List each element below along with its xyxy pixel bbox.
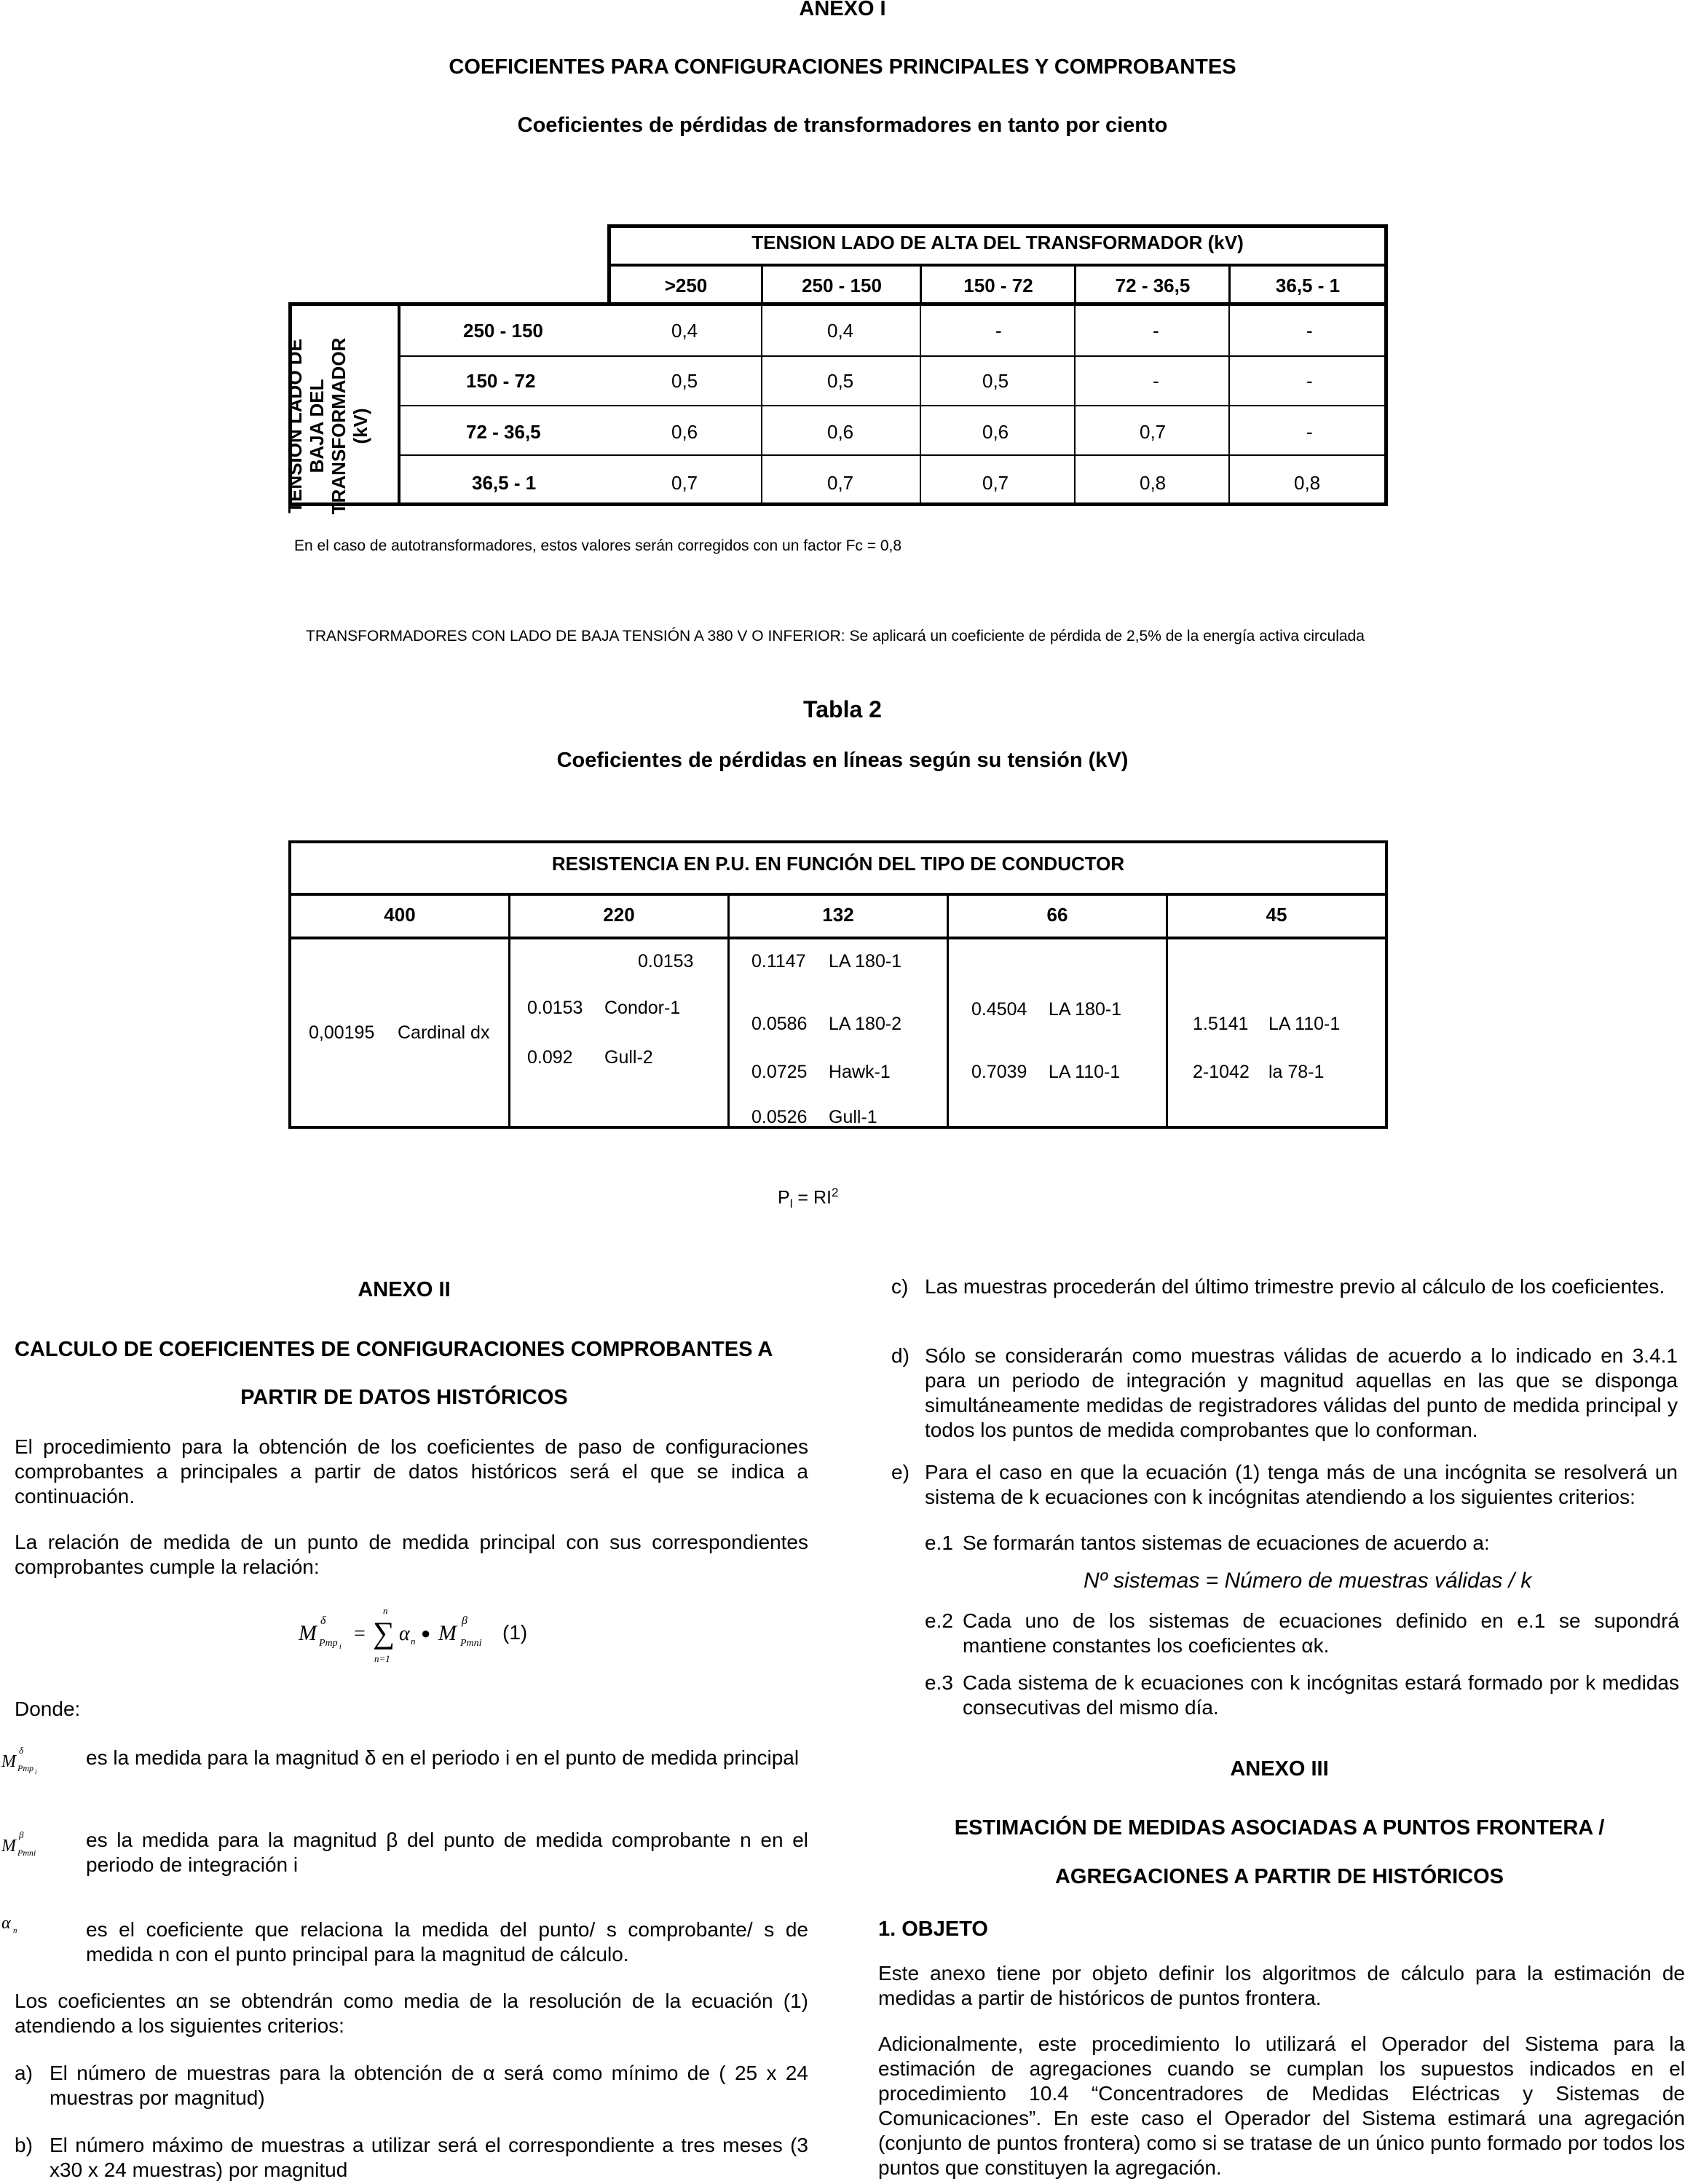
symbol-alpha: [0, 1909, 44, 1939]
table1-cell: 0,5: [671, 370, 698, 392]
donde-label: Donde:: [15, 1698, 81, 1720]
table2-value: 0.7039: [971, 1062, 1027, 1082]
svg-text:Pmni: Pmni: [460, 1638, 482, 1649]
table2-col-header: 132: [822, 904, 854, 926]
anexo1-subtitle: Coeficientes de pérdidas de transformadores en tanto por ciento: [517, 114, 1168, 137]
table2-conductor: Hawk-1: [829, 1062, 891, 1082]
table2-value: 0.0725: [751, 1062, 808, 1082]
svg-text:M: M: [1, 1837, 16, 1856]
svg-text:i: i: [35, 1768, 37, 1775]
table1-cell: 0,7: [671, 472, 698, 494]
table1-cell: -: [1153, 320, 1159, 342]
svg-text:Pmni: Pmni: [17, 1848, 36, 1858]
svg-text:i: i: [339, 1643, 342, 1651]
table2-value: 0.0153: [527, 998, 583, 1018]
anexo2-paragraph: El procedimiento para la obtención de los coeficientes de paso de configuraciones comprobantes a principales a partir de datos históricos será el que se indica a continuación.: [15, 1435, 808, 1507]
svg-text:n: n: [383, 1605, 388, 1616]
anexo2-heading: ANEXO II: [358, 1278, 451, 1301]
power-loss-formula: $P_l = RI^2$: [778, 1186, 839, 1211]
table1-cell: 0,6: [671, 421, 698, 443]
sub-criteria-item: e.3 Cada sistema de k ecuaciones con k incógnitas estará formado por k medidas consecutivas del mismo día.: [925, 1671, 1679, 1719]
svg-text:δ: δ: [19, 1745, 24, 1756]
definition-text: es el coeficiente que relaciona la medida del punto/ s comprobante/ s de medida n con el punto principal para la magnitud de cálculo.: [86, 1918, 808, 1966]
table2-value: 0.4504: [971, 999, 1027, 1020]
anexo2-title-line2: PARTIR DE DATOS HISTÓRICOS: [240, 1386, 568, 1409]
table1-top-header: TENSION LADO DE ALTA DEL TRANSFORMADOR (kV): [751, 232, 1244, 253]
table2-conductor: Condor-1: [604, 998, 681, 1018]
table1-cell: 0,5: [827, 370, 854, 392]
table2-conductor: LA 110-1: [1268, 1014, 1341, 1034]
table1-row-label: 72 - 36,5: [466, 421, 541, 443]
table2-col-header: 220: [603, 904, 635, 926]
svg-text:●: ●: [421, 1624, 431, 1642]
anexo2-title-line1: CALCULO DE COEFICIENTES DE CONFIGURACIONES COMPROBANTES A: [15, 1338, 773, 1361]
systems-formula: Nº sistemas = Número de muestras válidas / k: [1084, 1569, 1532, 1593]
table2-value: 0.0586: [751, 1014, 808, 1034]
svg-text:δ: δ: [320, 1615, 326, 1627]
definition-text: es la medida para la magnitud δ en el periodo i en el punto de medida principal: [86, 1746, 800, 1769]
table2-conductor: Cardinal dx: [398, 1022, 490, 1043]
anexo3-heading: ANEXO III: [1230, 1757, 1329, 1781]
table1-cell: 0,8: [1294, 472, 1321, 494]
anexo2-paragraph: Los coeficientes αn se obtendrán como media de la resolución de la ecuación (1) atendiendo a los siguientes criterios:: [15, 1990, 808, 2037]
table2-value: 0.092: [527, 1047, 573, 1068]
table2-value: 1.5141: [1193, 1014, 1249, 1034]
table2-col-header: 66: [1046, 904, 1068, 926]
table1-cell: 0,5: [982, 370, 1009, 392]
svg-text:=: =: [354, 1623, 366, 1645]
table1-cell: 0,8: [1140, 472, 1167, 494]
table1-col-header: 150 - 72: [963, 275, 1033, 296]
table2-value: 0.0153: [638, 951, 694, 971]
table2-value: 2-1042: [1193, 1062, 1250, 1082]
table1-cell: 0,7: [982, 472, 1009, 494]
svg-text:β: β: [462, 1615, 467, 1627]
table2-value: 0,00195: [309, 1022, 375, 1043]
symbol-m-delta: [0, 1743, 66, 1780]
svg-text:∑: ∑: [373, 1617, 395, 1650]
svg-text:M: M: [1, 1752, 16, 1771]
table2-conductor: LA 180-1: [1049, 999, 1122, 1020]
svg-text:n: n: [411, 1636, 416, 1647]
table2-value: 0.1147: [751, 951, 806, 971]
table2-conductor: Gull-1: [829, 1107, 877, 1127]
table1-side-header: TENSION LADO DE BAJA DEL TRANSFORMADOR (kV): [284, 337, 371, 515]
table2-col-header: 400: [384, 904, 416, 926]
table1-cell: -: [1153, 370, 1159, 392]
sub-criteria-item: e.1 Se formarán tantos sistemas de ecuaciones de acuerdo a:: [925, 1531, 1490, 1554]
low-voltage-note: TRANSFORMADORES CON LADO DE BAJA TENSIÓN A 380 V O INFERIOR: Se aplicará un coeficiente de pérdida de 2,5% de la energía activa circulada: [306, 628, 1365, 644]
table1-col-header: 250 - 150: [802, 275, 882, 296]
autotransformer-note: En el caso de autotransformadores, estos valores serán corregidos con un factor Fc = 0,8: [294, 537, 902, 554]
equation-1: [297, 1602, 537, 1668]
table1-cell: 0,7: [1140, 421, 1167, 443]
svg-text:M: M: [438, 1621, 457, 1645]
tabla2-subtitle: Coeficientes de pérdidas en líneas según su tensión (kV): [556, 749, 1129, 772]
table1-row-label: 36,5 - 1: [472, 472, 537, 494]
anexo3-title-line1: ESTIMACIÓN DE MEDIDAS ASOCIADAS A PUNTOS FRONTERA /: [954, 1816, 1605, 1840]
tabla2-title: Tabla 2: [803, 696, 882, 722]
table1-cell: 0,6: [982, 421, 1009, 443]
anexo3-title-line2: AGREGACIONES A PARTIR DE HISTÓRICOS: [1054, 1865, 1504, 1888]
svg-text:α: α: [1, 1914, 11, 1933]
anexo3-paragraph: Este anexo tiene por objeto definir los algoritmos de cálculo para la estimación de medidas a partir de históricos de puntos frontera.: [878, 1962, 1685, 2009]
table2-col-header: 45: [1266, 904, 1287, 926]
anexo3-paragraph: Adicionalmente, este procedimiento lo utilizará el Operador del Sistema para la estimación de agregaciones cuando se cumplan los supuestos indicados en el procedimiento 10.4 “Concentradores de Medidas Eléctricas y Sistemas de Comunicaciones”. En este caso el Operador del Sistema estimará una agregación (conjunto de puntos frontera) como si se tratase de un único punto formado por todos los puntos que constituyen la agregación.: [878, 2033, 1685, 2179]
svg-text:Pmp: Pmp: [319, 1638, 338, 1649]
symbol-m-beta: [0, 1828, 66, 1864]
criteria-item: d) Sólo se considerarán como muestras válidas de acuerdo a lo indicado en 3.4.1 para un periodo de integración y magnitud aquellas en las que se disponga simultáneamente medidas de registradores válidas del punto de medida principal y todos los puntos de medida comprobantes que lo conforman.: [891, 1344, 1678, 1441]
table2-conductor: la 78-1: [1268, 1062, 1325, 1082]
definition-text: es la medida para la magnitud β del punto de medida comprobante n en el periodo de integración i: [86, 1829, 808, 1876]
table1-col-header: 36,5 - 1: [1275, 275, 1341, 296]
table1-cell: 0,4: [671, 320, 698, 342]
table2-conductor: LA 110-1: [1049, 1062, 1121, 1082]
anexo1-title: COEFICIENTES PARA CONFIGURACIONES PRINCIPALES Y COMPROBANTES: [449, 55, 1236, 79]
anexo1-heading: ANEXO I: [799, 0, 886, 20]
table2-value: 0.0526: [751, 1107, 808, 1127]
table1-cell: -: [1306, 421, 1313, 443]
table1-cell: -: [1306, 370, 1313, 392]
svg-text:Pmp: Pmp: [17, 1763, 33, 1773]
table1-col-header: >250: [664, 275, 708, 296]
section-heading: 1. OBJETO: [878, 1917, 988, 1941]
svg-text:n: n: [13, 1926, 17, 1935]
anexo2-paragraph: La relación de medida de un punto de medida principal con sus correspondientes comprobantes cumple la relación:: [15, 1531, 808, 1578]
criteria-item: c) Las muestras procederán del último trimestre previo al cálculo de los coeficientes.: [891, 1275, 1665, 1298]
svg-text:α: α: [399, 1623, 410, 1645]
table2-conductor: LA 180-2: [829, 1014, 902, 1034]
table1-cell: 0,7: [827, 472, 854, 494]
svg-text:n=1: n=1: [374, 1653, 390, 1664]
table2-top-header: RESISTENCIA EN P.U. EN FUNCIÓN DEL TIPO DE CONDUCTOR: [551, 853, 1125, 875]
table1-col-header: 72 - 36,5: [1115, 275, 1191, 296]
equation-number: (1): [502, 1621, 528, 1644]
table2-conductor: Gull-2: [604, 1047, 653, 1068]
sub-criteria-item: e.2 Cada uno de los sistemas de ecuaciones definido en e.1 se supondrá mantiene constantes los coeficientes αk.: [925, 1609, 1679, 1657]
criteria-item: e) Para el caso en que la ecuación (1) tenga más de una incógnita se resolverá un sistema de k ecuaciones con k incógnitas atendiendo a los siguientes criterios:: [891, 1461, 1678, 1508]
table1-cell: 0,6: [827, 421, 854, 443]
table1-row-label: 250 - 150: [463, 320, 543, 342]
table1-row-label: 150 - 72: [466, 370, 536, 392]
svg-text:β: β: [19, 1829, 24, 1840]
table2-conductor: LA 180-1: [829, 951, 902, 971]
table1-cell: -: [1306, 320, 1313, 342]
svg-text:M: M: [299, 1621, 317, 1645]
table1-cell: 0,4: [827, 320, 854, 342]
table1-cell: -: [995, 320, 1002, 342]
